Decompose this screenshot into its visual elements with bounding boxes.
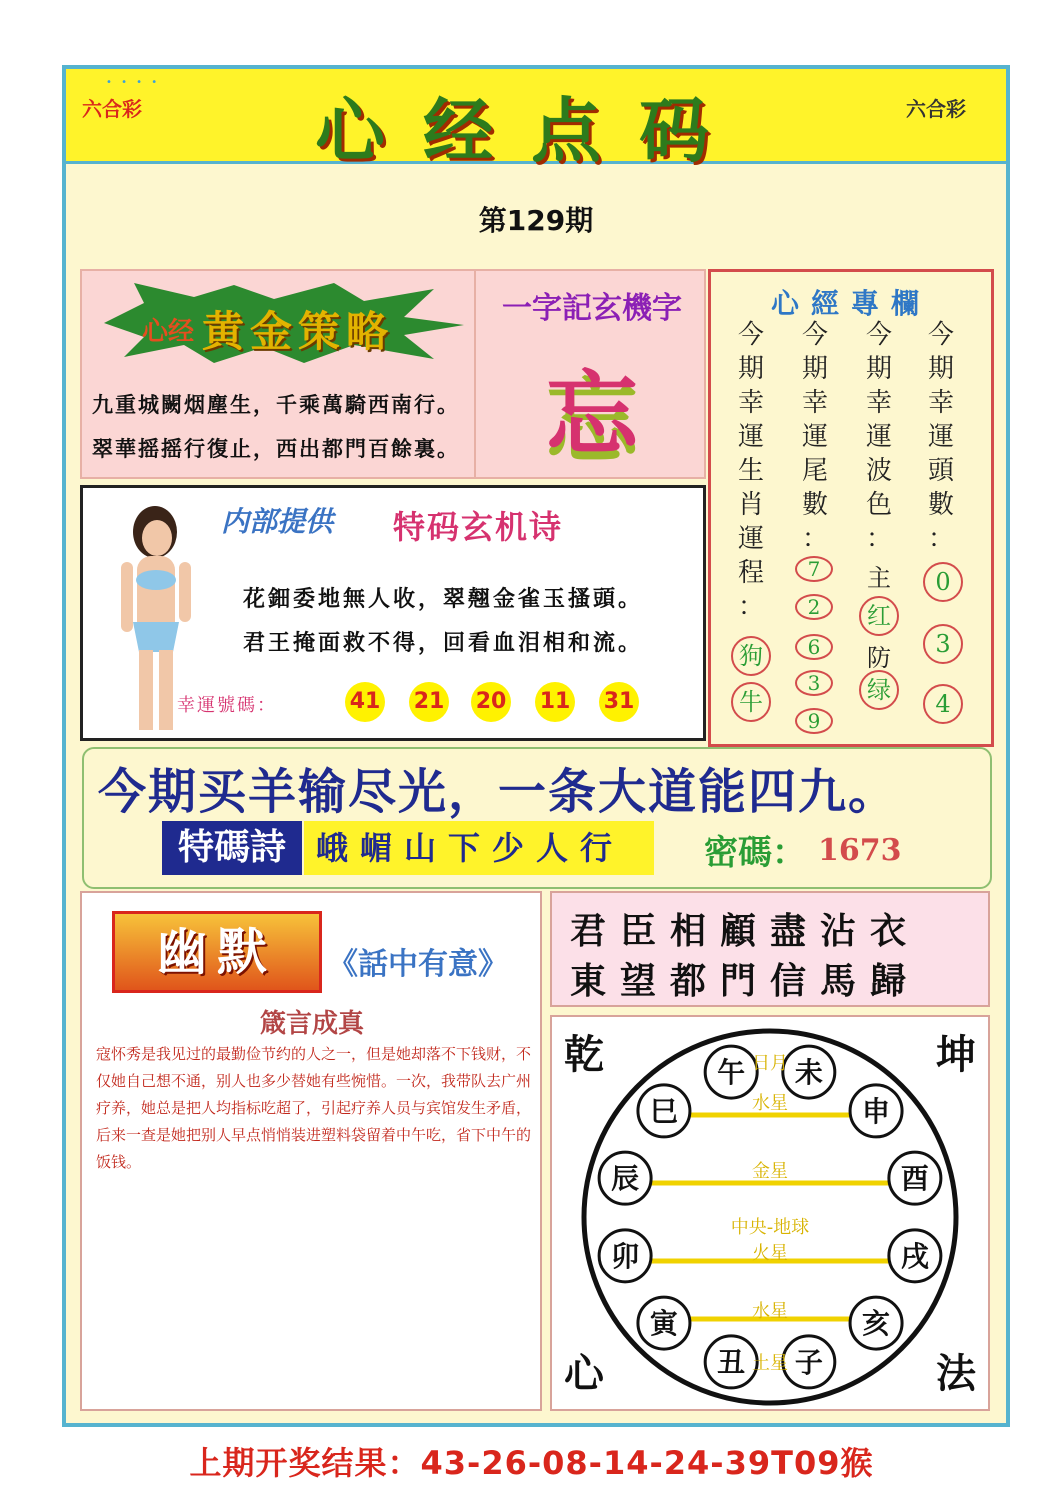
color-main-label: 主	[867, 564, 891, 592]
branch-label: 未	[794, 1056, 823, 1090]
tail-answer: 7	[795, 556, 833, 582]
last-result: 上期开奖结果：43-26-08-14-24-39T09猴	[189, 1444, 874, 1482]
lucky-number: 11	[535, 682, 575, 722]
branch-label: 卯	[611, 1239, 640, 1273]
head-answer: 4	[923, 684, 963, 724]
tail-answer: 2	[795, 594, 833, 620]
one-word-char: 忘	[545, 360, 638, 468]
xinjing-column-panel	[708, 269, 994, 747]
planet-label: 火星	[752, 1243, 788, 1264]
branch-label: 巳	[649, 1094, 678, 1128]
slogan-panel	[82, 747, 992, 889]
logo-right: 六合彩	[906, 97, 966, 121]
corner-br: 法	[936, 1350, 976, 1397]
branch-label: 辰	[611, 1162, 640, 1196]
tail-answer: 3	[795, 670, 833, 696]
color-guard: 绿	[859, 670, 899, 710]
branch-label: 寅	[649, 1307, 678, 1341]
inside-label-a: 内部提供	[221, 505, 334, 538]
logo-sparkle-icon: • • • •	[106, 77, 161, 88]
gold-star-big: 黄金策略	[202, 307, 395, 356]
bagua-panel	[550, 1015, 990, 1411]
tail-answer: 9	[795, 708, 833, 734]
color-main: 红	[859, 596, 899, 636]
col-tail-text: 今 期 幸 運 尾 數 ：	[801, 320, 828, 554]
special-poem-text: 峨嵋山下少人行	[304, 821, 654, 875]
corner-bl: 心	[564, 1350, 604, 1397]
inside-line-2: 君王掩面救不得，回看血泪相和流。	[243, 630, 644, 656]
humor-body: 寇怀秀是我见过的最勤俭节约的人之一，但是她却落不下钱财，不仅她自己想不通，别人也多少替她有些惋惜。一次，我带队去广州疗养，她总是把人均指标吃超了，引起疗养人员与宾馆发生矛盾，后来一查是她把别人早点悄悄装进塑料袋留着中午吃，省下中午的饭钱。	[96, 1045, 532, 1171]
lucky-number: 20	[471, 682, 511, 722]
slogan-text: 今期买羊输尽光，一条大道能四九。	[98, 764, 899, 820]
zodiac-answer: 牛	[731, 682, 771, 722]
inside-poem-panel	[80, 485, 706, 741]
gold-line-2: 翠華摇摇行復止，西出都門百餘裏。	[92, 436, 460, 461]
branch-label: 午	[717, 1056, 746, 1090]
gold-strategy-panel	[80, 269, 476, 479]
branch-label: 申	[862, 1094, 891, 1128]
lucky-number: 41	[345, 682, 385, 722]
color-guard-label: 防	[867, 644, 891, 672]
branch-label: 酉	[900, 1162, 929, 1196]
planet-label: 金星	[752, 1161, 788, 1182]
head-answer: 0	[923, 562, 963, 602]
password-label: 密碼：	[704, 833, 806, 873]
couplet-line-1: 君臣相顧盡沾衣	[570, 910, 921, 952]
col-zodiac-text: 今 期 幸 運 生 肖 運 程 ：	[737, 320, 764, 622]
inside-line-1: 花鈿委地無人收，翠翹金雀玉搔頭。	[243, 586, 644, 612]
humor-subtitle: 箴言成真	[259, 1009, 364, 1039]
planet-label: 水星	[752, 1093, 788, 1114]
planet-label: 水星	[752, 1301, 788, 1322]
lucky-number: 21	[409, 682, 449, 722]
planet-label: 中央-地球	[730, 1217, 810, 1238]
password-value: 1673	[818, 833, 902, 868]
branch-label: 亥	[862, 1307, 891, 1341]
lucky-label: 幸運號碼：	[177, 695, 277, 716]
gold-star-small: 心经	[142, 317, 195, 347]
one-word-panel	[474, 269, 706, 479]
zodiac-answer: 狗	[731, 636, 771, 676]
branch-label: 丑	[717, 1345, 746, 1379]
logo-left: 六合彩	[82, 97, 142, 121]
page-frame	[62, 65, 1010, 1427]
branch-label: 子	[794, 1345, 823, 1379]
planet-label: 土星	[752, 1353, 788, 1374]
couplet-panel	[550, 891, 990, 1007]
couplet-line-2: 東望都門信馬歸	[570, 960, 921, 1002]
page-title: 心经点码	[315, 89, 747, 172]
humor-badge: 幽默	[112, 911, 322, 993]
issue-number: 第129期	[478, 204, 594, 237]
gold-line-1: 九重城闕烟塵生，千乘萬騎西南行。	[92, 392, 460, 417]
bagua-wheel	[552, 1017, 992, 1413]
tail-answer: 6	[795, 634, 833, 660]
planet-label: 日月	[752, 1053, 788, 1074]
corner-tl: 乾	[564, 1031, 604, 1078]
col-color-text: 今 期 幸 運 波 色 ：	[865, 320, 892, 554]
corner-tr: 坤	[936, 1031, 976, 1078]
one-word-title: 一字記玄機字	[502, 291, 682, 326]
col-head-text: 今 期 幸 運 頭 數 ：	[927, 320, 954, 554]
header-banner	[66, 69, 1006, 172]
inside-label-b: 特码玄机诗	[393, 508, 564, 546]
column-title: 心經專欄	[770, 287, 931, 320]
humor-panel	[80, 891, 542, 1411]
humor-tag: 《話中有意》	[328, 947, 508, 982]
head-answer: 3	[923, 624, 963, 664]
special-poem-label: 特碼詩	[162, 821, 302, 875]
branch-label: 戌	[900, 1239, 929, 1273]
lucky-number: 31	[599, 682, 639, 722]
